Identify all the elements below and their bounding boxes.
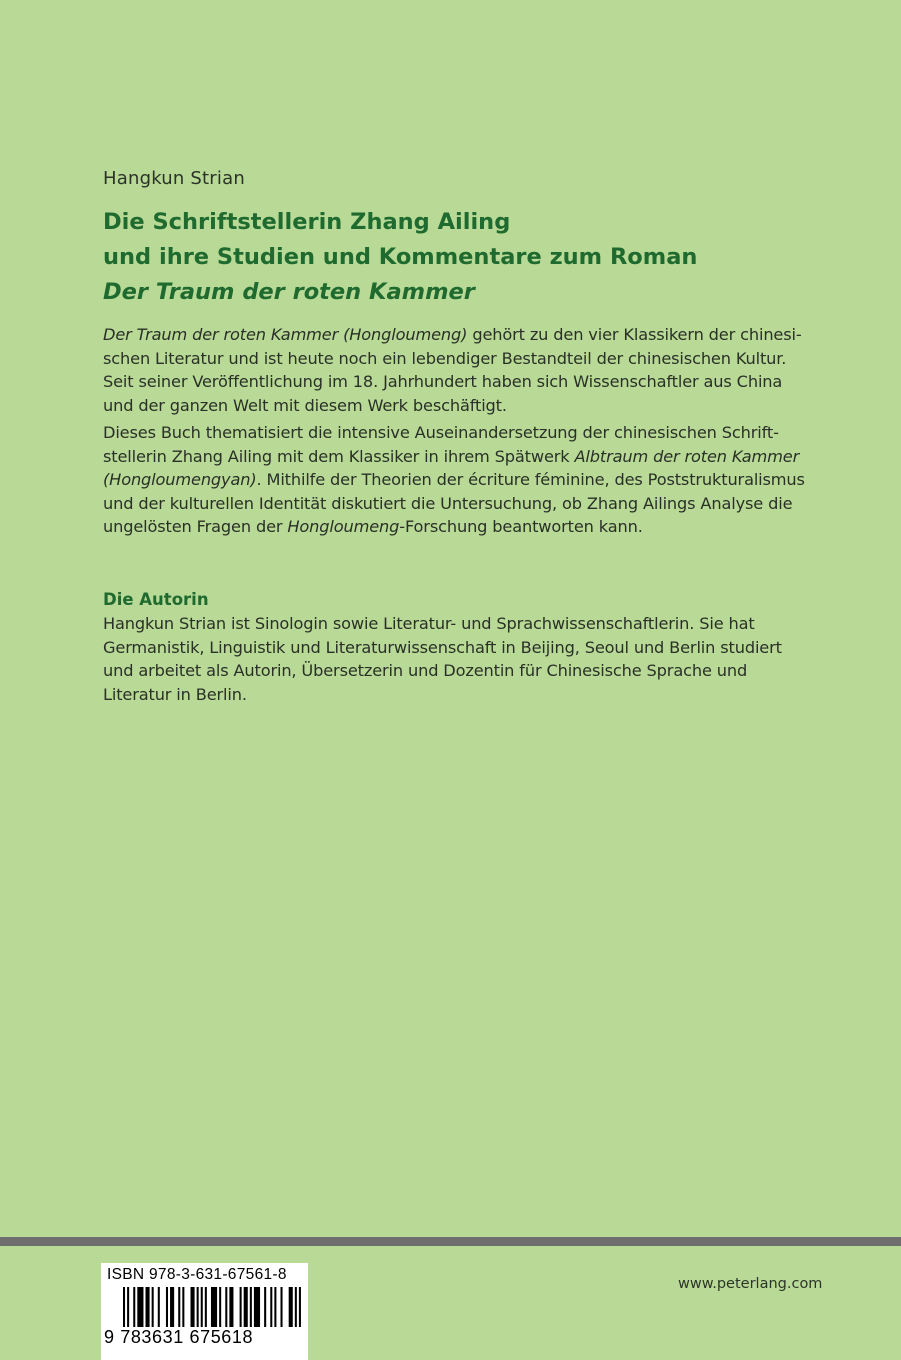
blurb1-line-2: schen Literatur und ist heute noch ein lebendiger Bestandteil der chinesischen Kultur. <box>103 348 787 368</box>
blurb2-line-3 <box>103 468 805 492</box>
isbn-label: ISBN 978-3-631-67561-8 <box>107 1266 287 1283</box>
blurb2-italic-hongloumeng: Hongloumeng <box>287 517 400 536</box>
blurb-paragraph-1 <box>103 323 802 417</box>
blurb2-line-1: Dieses Buch thematisiert die intensive Auseinandersetzung der chinesischen Schrift- <box>103 423 779 442</box>
blurb2-line-5-b: -Forschung beantworten kann. <box>399 517 643 536</box>
bio-line-4: Literatur in Berlin. <box>103 684 247 704</box>
bio-line-1: Hangkun Strian ist Sinologin sowie Literatur- und Sprachwissenschaftlerin. Sie hat <box>103 614 755 633</box>
author-bio <box>103 612 782 706</box>
blurb2-line-3-rest: . Mithilfe der Theorien der écriture féminine, des Poststrukturalismus <box>256 470 805 489</box>
blurb2-italic-work: Albtraum der roten Kammer <box>574 446 800 466</box>
bio-line-3: und arbeitet als Autorin, Übersetzerin und Dozentin für Chinesische Sprache und <box>103 661 748 680</box>
blurb1-line-3: Seit seiner Veröffentlichung im 18. Jahrhundert haben sich Wissenschaftler aus China <box>103 372 783 391</box>
blurb2-line-2-text: stellerin Zhang Ailing mit dem Klassiker in ihrem Spätwerk <box>103 446 575 466</box>
book-title <box>103 205 803 310</box>
blurb2-italic-subtitle: (Hongloumengyan) <box>103 470 257 489</box>
title-line-2: und ihre Studien und Kommentare zum Roman <box>103 244 698 270</box>
blurb2-line-5-a: ungelösten Fragen der <box>103 517 288 536</box>
publisher-website[interactable]: www.peterlang.com <box>678 1276 823 1292</box>
footer-divider-bar <box>0 1237 901 1246</box>
title-line-1: Die Schriftstellerin Zhang Ailing <box>103 209 511 235</box>
blurb1-line-1-rest: gehört zu den vier Klassikern der chinesi- <box>467 325 802 344</box>
title-line-3: Der Traum der roten Kammer <box>103 279 475 305</box>
blurb-paragraph-2 <box>103 421 805 539</box>
blurb2-line-5 <box>103 515 753 539</box>
author-name: Hangkun Strian <box>103 168 245 189</box>
blurb1-italic-title: Der Traum der roten Kammer (Hongloumeng) <box>103 325 468 344</box>
isbn-digits: 9 783631 675618 <box>104 1327 306 1348</box>
blurb2-line-2 <box>103 445 800 469</box>
author-bio-heading: Die Autorin <box>103 590 209 609</box>
blurb1-line-1 <box>103 323 802 347</box>
blurb1-line-4: und der ganzen Welt mit diesem Werk beschäftigt. <box>103 395 507 415</box>
isbn-barcode <box>101 1263 308 1360</box>
bio-line-2: Germanistik, Linguistik und Literaturwissenschaft in Beijing, Seoul und Berlin studiert <box>103 637 782 657</box>
blurb2-line-4: und der kulturellen Identität diskutiert die Untersuchung, ob Zhang Ailings Analyse die <box>103 493 793 513</box>
